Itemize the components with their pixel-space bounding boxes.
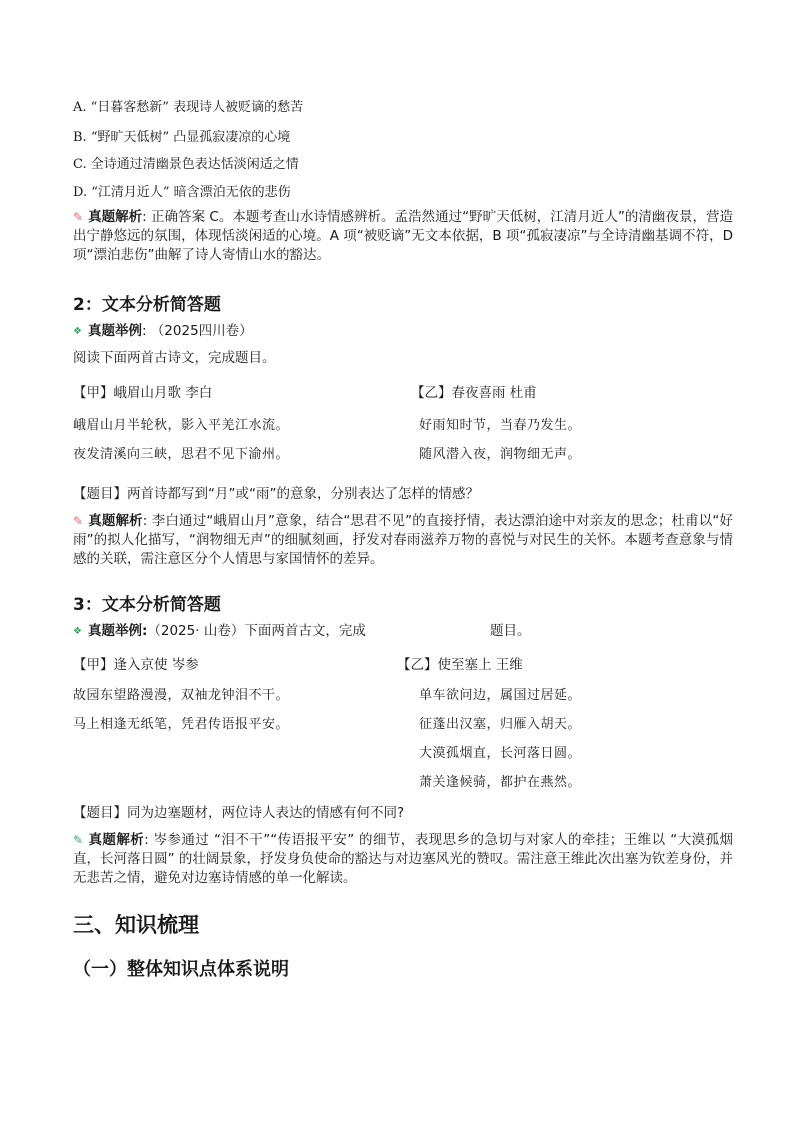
pencil-icon: ✎ (73, 833, 84, 847)
pencil-icon: ✎ (73, 210, 84, 224)
diamond-bullet-icon: ❖ (73, 626, 82, 637)
poem-b-line: 随风潜入夜，润物细无声。 (419, 447, 582, 462)
option-b: B. “野旷天低树” 凸显孤寂凄凉的心境 (73, 130, 291, 145)
poem-b-line: 萧关逢候骑，都护在燕然。 (419, 775, 582, 790)
option-d: D. “江清月近人” 暗含漂泊无依的悲伤 (73, 185, 291, 200)
analysis-3 (73, 831, 733, 888)
analysis-label: 真题解析 (88, 209, 143, 225)
analysis-text: : 正确答案 C。本题考查山水诗情感辨析。孟浩然通过“野旷天低树，江清月近人”的清幽夜景，营造出宁静悠远的氛围，体现恬淡闲适的心境。A 项“被贬谪”无文本依据，B 项“孤寂凄凉”与全诗清幽基调不符，D 项“漂泊悲伤”曲解了诗人寄情山水的豁达。 (73, 209, 734, 263)
example-label: 真题举例: (87, 623, 148, 639)
analysis-1 (73, 208, 733, 265)
question-2: 【题目】两首诗都写到“月”或“雨”的意象，分别表达了怎样的情感？ (73, 486, 479, 502)
question-3: 【题目】同为边塞题材，两位诗人表达的情感有何不同? (73, 805, 405, 821)
pencil-icon: ✎ (73, 514, 84, 528)
analysis-2 (73, 512, 733, 569)
example-tail: 题目。 (490, 623, 531, 639)
example-label: 真题举例 (87, 323, 142, 339)
poem-a-title: 【甲】逢入京使 岑参 (73, 657, 199, 673)
analysis-text: : 李白通过“峨眉山月”意象，结合“思君不见”的直接抒情，表达漂泊途中对亲友的思念；杜甫以“好雨”的拟人化描写，“润物细无声”的细腻刻画，抒发对春雨滋养万物的喜悦与对民生的关怀。本题考查意象与情感的关联，需注意区分个人情思与家国情怀的差异。 (73, 513, 734, 567)
analysis-label: 真题解析 (88, 513, 143, 529)
example-text: : （2025四川卷） (141, 323, 253, 339)
instruction: 阅读下面两首古诗文，完成题目。 (73, 350, 276, 366)
analysis-text: : 岑参通过 “泪不干”“传语报平安” 的细节，表现思乡的急切与对家人的牵挂；王维以 “大漠孤烟直，长河落日圆” 的壮阔景象，抒发身负使命的豁达与对边塞风光的赞叹。需注意王维此次出塞为钦差身份，并无悲苦之情，避免对边塞诗情感的单一化解读。 (73, 832, 733, 886)
poem-b-line: 征蓬出汉塞，归雁入胡天。 (419, 717, 582, 732)
subsection-title: （一）整体知识点体系说明 (73, 959, 289, 980)
option-c: C. 全诗通过清幽景色表达恬淡闲适之情 (73, 157, 299, 172)
poem-a-line: 马上相逢无纸笔，凭君传语报平安。 (73, 717, 290, 732)
poem-b-line: 好雨知时节，当春乃发生。 (419, 418, 582, 433)
option-a: A. “日暮客愁新” 表现诗人被贬谪的愁苦 (73, 100, 304, 115)
poem-b-line: 大漠孤烟直，长河落日圆。 (419, 746, 582, 761)
poem-a-title: 【甲】峨眉山月歌 李白 (73, 385, 213, 401)
diamond-bullet-icon: ❖ (73, 326, 82, 337)
example-line-3 (73, 622, 366, 641)
section-heading-3: 3：文本分析简答题 (73, 595, 221, 615)
poem-b-title: 【乙】使至塞上 王维 (397, 657, 523, 673)
section-title: 三、知识梳理 (73, 913, 199, 937)
analysis-label: 真题解析 (88, 832, 145, 848)
example-line-2 (73, 322, 253, 341)
poem-a-line: 夜发清溪向三峡，思君不见下渝州。 (73, 447, 290, 462)
poem-a-line: 峨眉山月半轮秋，影入平羌江水流。 (73, 418, 290, 433)
section-heading-2: 2：文本分析简答题 (73, 295, 221, 315)
poem-b-title: 【乙】春夜喜雨 杜甫 (411, 385, 537, 401)
poem-b-line: 单车欲问边，属国过居延。 (419, 688, 582, 703)
example-text: （2025· 山卷）下面两首古文，完成 (147, 623, 366, 639)
poem-a-line: 故园东望路漫漫，双袖龙钟泪不干。 (73, 688, 290, 703)
